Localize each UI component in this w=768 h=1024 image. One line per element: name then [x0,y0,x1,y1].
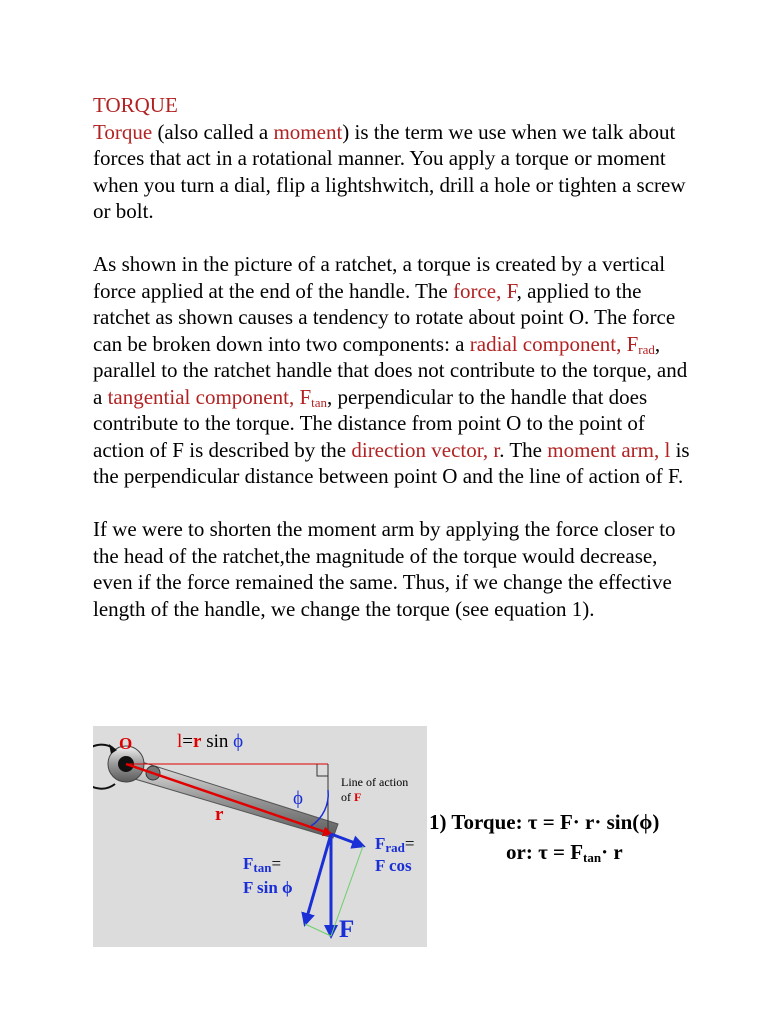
text-run: , applied to the ratchet as shown causes a tendency to rotate about point O. The force can be broken down into two components: a [93,278,676,356]
right-angle-mark [317,764,328,776]
term-tangential [108,385,327,409]
label-f-tan-line2 [243,876,293,900]
term-force: force, F [452,278,517,303]
equation-line-1: 1) Torque: τ = F· r· sin(ϕ) [429,810,660,834]
label-r-vector: r [215,804,224,825]
label-sub-rad: rad [385,840,405,855]
label-phi: ϕ [282,878,293,897]
text-run: As shown in the picture of a ratchet, a torque is created by a vertical force applied at the end of the handle. The [93,252,666,303]
label-eq: = [404,834,415,853]
f-rad-vector [331,834,363,846]
label-moment-arm [177,731,243,753]
heading: TORQUE [93,93,178,117]
text-run: ) is the term we use when we talk about forces that act in a rotational manner. You apply a torque or moment when you turn a dial, flip a lightshwitch, drill a hole or tighten a screw or bolt. [93,119,686,223]
label-f-rad [375,833,414,877]
label-r-bold: r [193,731,202,752]
article-text [93,92,693,649]
f-tan-vector [305,834,331,924]
label-f-rad-line2 [375,855,414,877]
label-phi-angle: ϕ [293,788,304,809]
label-f-tan [243,852,293,900]
label-o: O [119,734,133,753]
label-f-rad-line1 [375,833,414,855]
ratchet-figure [93,726,427,947]
label-of-f: F [354,790,362,804]
label-f-tan-line1 [243,852,293,876]
label-l: l [177,731,183,752]
label-f: F [243,854,254,873]
text-run: , perpendicular to the handle that does contribute to the torque. The distance from point O to the point of action of F is described by the [93,384,648,462]
equation-part: · r [601,840,623,864]
label-force-f: F [339,916,355,943]
equation-subscript: tan [583,850,602,865]
equation-part: or: τ = F [506,840,584,864]
text-run: , parallel to the ratchet handle that does not contribute to the torque, and a [93,331,688,409]
term-moment: moment [273,119,343,144]
label-eq: = [271,854,282,873]
label-f-cos: F cos [375,856,412,875]
equation-line-2 [506,840,623,865]
subscript: rad [638,341,655,357]
term-direction: direction vector, r [351,437,500,462]
label-line-of-action [341,775,408,805]
label-sub-tan: tan [253,860,272,875]
label-f: F [375,834,386,853]
term-radial [470,332,655,356]
label-phi: ϕ [233,731,244,752]
label-line-of-action-2 [341,790,408,805]
paragraph-3: If we were to shorten the moment arm by applying the force closer to the head of the ratchet,the magnitude of the torque would decrease, even if the force remained the same. Thus, if we change the effective length of the handle, we change the torque (see equation 1). [93,517,676,621]
label-sin: sin [201,731,234,752]
text-run: is the perpendicular distance between point O and the line of action of F. [93,437,690,488]
label-f-sin: F sin [243,878,283,897]
label-line-of-action-1: Line of action [341,775,409,789]
text-run: tangential component, F [107,384,312,409]
label-eq: = [182,731,193,752]
term-moment-arm: moment arm, l [547,437,671,462]
text-run: radial component, F [469,331,639,356]
term-torque: Torque [93,119,153,144]
label-of: of [341,790,354,804]
construction-line [305,924,331,936]
subscript: tan [311,394,328,410]
text-run: (also called a [152,119,274,144]
paragraph-2 [93,251,693,490]
text-run: . The [499,437,548,462]
paragraph-1 [93,119,693,225]
